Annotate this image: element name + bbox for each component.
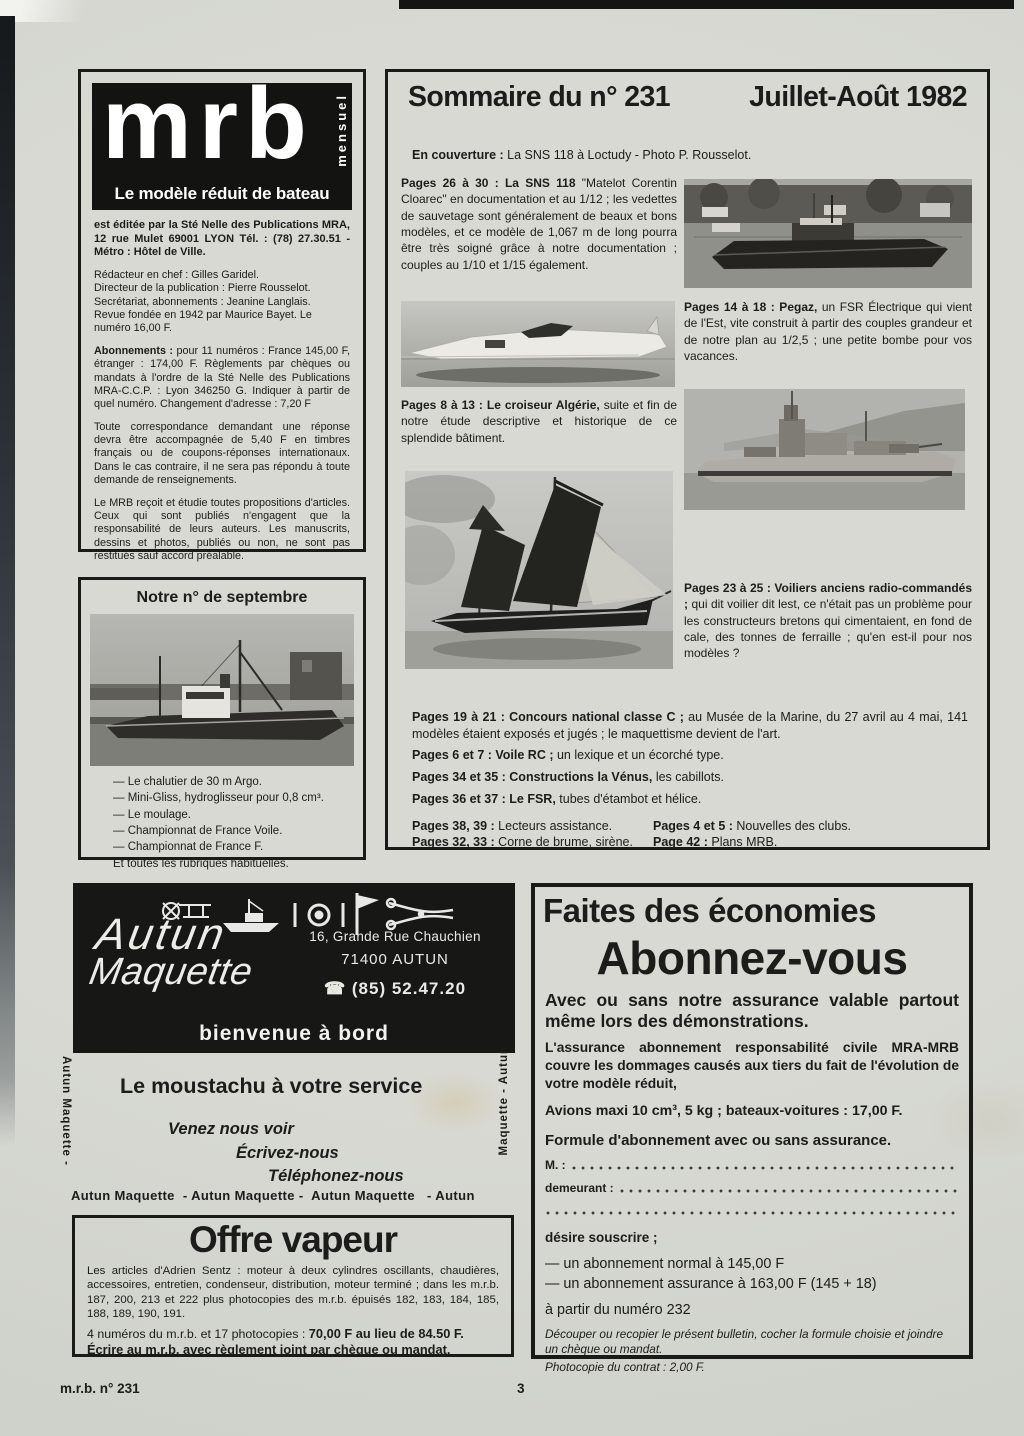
address-street: 16, Grande Rue Chauchien — [309, 929, 481, 944]
autun-logo-line2: Maquette — [86, 951, 256, 994]
autun-welcome: bienvenue à bord — [199, 1022, 389, 1045]
train-wheel-icon — [295, 903, 343, 927]
footer-issue: m.r.b. n° 231 — [60, 1381, 140, 1396]
cover-credit-text: La SNS 118 à Loctudy - Photo P. Rousselot. — [503, 148, 752, 162]
lifeboat-harbour-photo — [684, 179, 972, 288]
subscription-subtitle: Avec ou sans notre assurance valable partout même lors des démonstrations. — [545, 990, 959, 1031]
scan-edge-top — [399, 0, 1014, 9]
mrb-logo — [92, 83, 352, 210]
offre-title: Offre vapeur — [188, 1219, 397, 1260]
insurance-body: L'assurance abonnement responsabilité civile MRA-MRB couvre les dommages causés aux tiers du fait de l'évolution de votre modèle réduit, — [545, 1040, 959, 1092]
subscribe-lead: désire souscrire ; — [545, 1230, 658, 1246]
submissions-info: Le MRB reçoit et étudie toutes propositions d'articles. Ceux qui sont publiés n'engagent que la responsabilité de leurs auteurs. Les manuscrits, dessins et photos, publiés ou non, ne sont pas restitués sauf accord préalable. — [94, 496, 350, 562]
toc-item-plans: Page 42 : Plans MRB. — [653, 835, 778, 849]
autun-address — [281, 929, 509, 999]
masthead-box — [78, 69, 366, 562]
form-field-address2 — [545, 1204, 959, 1217]
toc-item-sns: Pages 26 à 30 : La SNS 118 "Matelot Corentin Cloarec" en documentation et au 1/12 ; les vedettes de sauvetage sont généralement de beaux et bons modèles, et ce modèle de 1,067 m de long pourra être très soigné grâce à notre documentation ; couples au 1/10 et 1/15 également. — [401, 176, 677, 272]
toc-item-corne: Pages 32, 33 : Corne de brume, sirène. — [412, 835, 633, 849]
autun-side-text-left: Autun Maquette - — [60, 1056, 72, 1166]
offre-price-bold: 70,00 F au lieu de 84.50 F. — [308, 1325, 464, 1341]
insurance-rates: Avions maxi 10 cm³, 5 kg ; bateaux-voitures : 17,00 F. — [545, 1103, 903, 1120]
cover-credit — [412, 148, 751, 162]
subscription-title: Abonnez-vous — [596, 932, 908, 984]
autun-repeat-strip: Autun Maquette - Autun Maquette - Autun Maquette - Autun — [71, 1188, 475, 1203]
correspondence-info: Toute correspondance demandant une réponse devra être accompagnée de 5,40 F en timbres français ou de coupons-réponses internationaux. Dans le cas contraire, il ne sera pas répondu à toute demande de renseignements. — [94, 420, 350, 487]
toc-item-fsr: Pages 36 et 37 : Le FSR, tubes d'étambot et hélice. — [412, 792, 702, 806]
sommaire-box — [385, 69, 990, 850]
september-list — [113, 774, 353, 872]
address-input-line[interactable] — [619, 1182, 959, 1195]
sommaire-title: Sommaire du n° 231 — [408, 81, 670, 113]
name-input-line[interactable] — [571, 1159, 959, 1172]
option-insurance[interactable]: — un abonnement assurance à 163,00 F (145 + 18) — [545, 1276, 877, 1293]
scan-edge-left — [0, 16, 15, 1146]
autun-side-text-right: Maquette - Autun — [498, 1046, 510, 1156]
subscription-headline: Faites des économies — [543, 892, 876, 929]
form-label-address: demeurant : — [545, 1181, 614, 1196]
staff-line: Rédacteur en chef : Gilles Garidel. — [94, 268, 260, 281]
sommaire-date: Juillet-Août 1982 — [749, 81, 967, 113]
toc-item-clubs: Pages 4 et 5 : Nouvelles des clubs. — [653, 819, 852, 833]
pliers-icon — [387, 899, 453, 929]
footer-page-number: 3 — [517, 1381, 525, 1396]
form-title: Formule d'abonnement avec ou sans assurance. — [545, 1132, 892, 1150]
subscription-info-text: pour 11 numéros : France 145,00 F, étranger : 174,00 F. Règlements par chèques ou mandats à l'ordre de la Sté Nelle des Publications MRA-C.C.P. : Lyon 346250 G. Indiquer à partir de quel numéro. Changement d'adresse : 7,20 F — [94, 344, 350, 411]
phone-icon: ☎ — [323, 979, 347, 998]
start-issue: à partir du numéro 232 — [545, 1302, 691, 1319]
subscription-info — [94, 345, 350, 412]
phone-number: (85) 52.47.20 — [351, 979, 467, 998]
form-field-address — [545, 1181, 959, 1195]
logo-frequency: mensuel — [334, 93, 349, 167]
offre-body: Les articles d'Adrien Sentz : moteur à deux cylindres oscillants, chaudières, accessoires, entretien, condenseur, distribution, moteur terminé ; dans les m.r.b. 187, 200, 213 et 222 plus photocopies des m.r.b. épuisés 182, 183, 184, 185, 188, 189, 190, 191. — [87, 1265, 499, 1321]
toc-item-lecteurs: Pages 38, 39 : Lecteurs assistance. — [412, 819, 613, 833]
autun-cta-call: Téléphonez-nous — [268, 1167, 404, 1185]
toc-item-venus: Pages 34 et 35 : Constructions la Vénus, les cabillots. — [412, 770, 724, 784]
list-item: — Le chalutier de 30 m Argo. — [113, 776, 262, 788]
autun-logo-panel — [73, 883, 515, 1053]
trawler-photo — [90, 614, 354, 766]
toc-item-algerie: Pages 8 à 13 : Le croiseur Algérie, suite et fin de notre étude descriptive et historique de ce splendide bâtiment. — [401, 398, 677, 445]
toc-item-voiliers: Pages 23 à 25 : Voiliers anciens radio-commandés ; qui dit voilier dit lest, ce n'était pas un problème pour les constructeurs bretons qui cimentaient, en fond de cale, des tonnes de ferraille ; qu'en est-il pour nos modèles ? — [684, 581, 972, 661]
option-normal[interactable]: — un abonnement normal à 145,00 F — [545, 1256, 785, 1273]
list-item: — Le moulage. — [113, 808, 191, 821]
staff-line: Secrétariat, abonnements : Jeanine Langlais. — [94, 295, 311, 308]
september-title: Notre n° de septembre — [136, 589, 308, 606]
list-item: — Championnat de France Voile. — [113, 824, 283, 837]
publisher-info: est éditée par la Sté Nelle des Publications MRA, 12 rue Mulet 69001 LYON Tél. : (78) 27.30.51 - Métro : Hôtel de Ville. — [94, 219, 350, 259]
list-item: — Mini-Gliss, hydroglisseur pour 0,8 cm³. — [113, 792, 324, 805]
form-field-name — [545, 1158, 959, 1172]
phone-line — [281, 979, 509, 999]
form-label-name: M. : — [545, 1158, 566, 1173]
toc-item-voile-rc: Pages 6 et 7 : Voile RC ; un lexique et un écorché type. — [412, 748, 724, 762]
staff-line: Revue fondée en 1942 par Maurice Bayet. Le numéro 16,00 F. — [94, 309, 312, 335]
logo-subtitle: Le modèle réduit de bateau — [114, 184, 330, 203]
autun-logo — [86, 910, 262, 994]
staff-info — [94, 269, 350, 336]
autun-cta-visit: Venez nous voir — [168, 1120, 294, 1138]
autun-logo-line1: Autun — [92, 910, 231, 959]
offre-price: 4 numéros du m.r.b. et 17 photocopies : 70,00 F au lieu de 84.50 F. — [87, 1325, 464, 1341]
sommaire-header — [408, 81, 967, 114]
toc-item-pegaz: Pages 14 à 18 : Pegaz, un FSR Électrique qui vient de l'Est, vite construit à partir des couples grandeur et de notre plan au 1/2,5 ; une petite bombe pour vos vacances. — [684, 300, 972, 363]
staff-line: Directeur de la publication : Pierre Rousselot. — [94, 282, 311, 295]
logo-text: mrb — [102, 83, 314, 180]
toc-item-concours: Pages 19 à 21 : Concours national classe C ; au Musée de la Marine, du 27 avril au 4 mai, 141 modèles étaient exposés et jugés ; le maquettisme devient de l'art. — [412, 710, 968, 741]
subscription-box — [531, 883, 973, 1374]
offre-vapeur-box — [72, 1215, 514, 1357]
sailship-photo — [405, 471, 673, 669]
autun-cta-write: Écrivez-nous — [236, 1144, 339, 1162]
cover-credit-lead: En couverture : — [412, 148, 504, 162]
september-box — [78, 577, 366, 870]
autun-slogan: Le moustachu à votre service — [120, 1074, 423, 1098]
speedboat-photo — [401, 301, 675, 387]
address-city: 71400 AUTUN — [341, 951, 449, 968]
offre-write: Écrire au m.r.b. avec règlement joint par chèque ou mandat. — [87, 1341, 451, 1357]
cutout-note: Découper ou recopier le présent bulletin, cocher la formule choisie et joindre un chèque ou mandat. — [545, 1327, 944, 1357]
list-outro: Et toutes les rubriques habituelles. — [113, 857, 289, 870]
cruiser-photo — [684, 389, 965, 510]
list-item: — Championnat de France F. — [113, 841, 264, 854]
scan-corner-light — [0, 0, 120, 22]
address-input-line2[interactable] — [545, 1204, 959, 1217]
subscription-info-lead: Abonnements : — [94, 344, 174, 357]
photocopy-note: Photocopie du contrat : 2,00 F. — [545, 1359, 705, 1374]
